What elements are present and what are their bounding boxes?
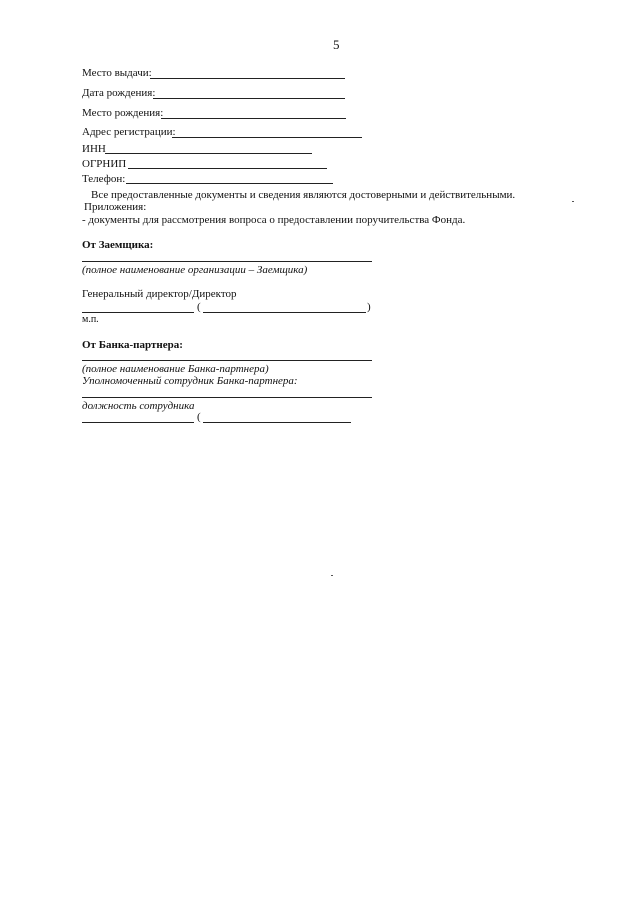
issue-place-label: Место выдачи: xyxy=(82,67,152,79)
inn-label: ИНН xyxy=(82,143,106,155)
ogrnip-line xyxy=(128,168,327,169)
bank-heading: От Банка-партнера: xyxy=(82,339,183,351)
employee-name-line xyxy=(203,422,351,423)
employee-open-paren: ( xyxy=(197,411,201,423)
page-number: 5 xyxy=(333,37,340,52)
ogrnip-label: ОГРНИП xyxy=(82,158,127,170)
birth-place-label: Место рождения: xyxy=(82,107,164,119)
attachments-title: Приложения: xyxy=(84,201,147,213)
bank-name-line xyxy=(82,360,372,361)
attachments-item: - документы для рассмотрения вопроса о предоставлении поручительства Фонда. xyxy=(82,214,466,226)
birth-date-line xyxy=(153,98,345,99)
inn-line xyxy=(105,153,312,154)
employee-position-line xyxy=(82,397,372,398)
statement-text: Все предоставленные документы и сведения являются достоверными и действительными. xyxy=(91,189,516,201)
borrower-name-line xyxy=(82,261,372,262)
birth-date-label: Дата рождения: xyxy=(82,87,156,99)
phone-line xyxy=(126,183,333,184)
reg-address-line xyxy=(172,137,362,138)
borrower-heading: От Заемщика: xyxy=(82,239,154,251)
director-label: Генеральный директор/Директор xyxy=(82,288,237,300)
issue-place-line xyxy=(150,78,345,79)
bank-employee-label: Уполномоченный сотрудник Банка-партнера: xyxy=(82,375,298,387)
bank-caption: (полное наименование Банка-партнера) xyxy=(82,363,269,375)
director-signature-line xyxy=(82,312,194,313)
director-open-paren: ( xyxy=(197,301,201,313)
borrower-caption: (полное наименование организации – Заемщика) xyxy=(82,264,308,276)
employee-signature-line xyxy=(82,422,194,423)
scan-dot xyxy=(331,575,333,576)
director-close-paren: ) xyxy=(367,301,371,313)
scan-dot xyxy=(572,201,574,202)
employee-position-caption: должность сотрудника xyxy=(82,400,195,412)
stamp-label: м.п. xyxy=(82,314,99,325)
director-name-line xyxy=(203,312,366,313)
birth-place-line xyxy=(161,118,346,119)
reg-address-label: Адрес регистрации: xyxy=(82,126,176,138)
phone-label: Телефон: xyxy=(82,173,126,185)
